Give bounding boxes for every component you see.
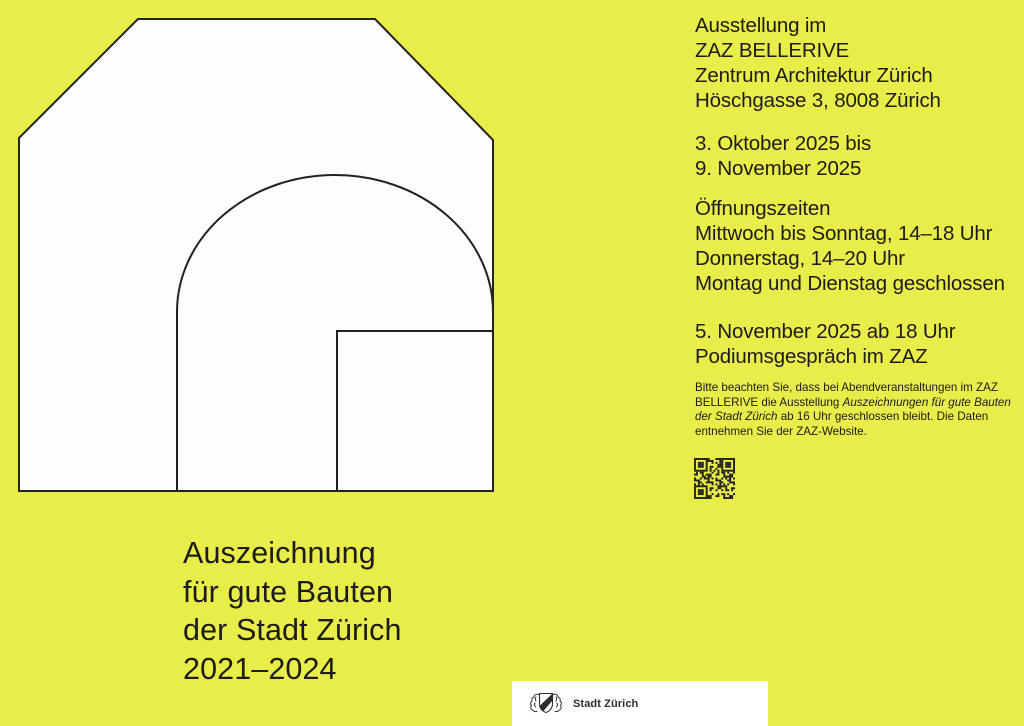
title-line: der Stadt Zürich	[183, 613, 402, 648]
title-line: Auszeichnung	[183, 536, 376, 570]
notice-text: ab 16 Uhr geschlossen bleibt. Die Daten entnehmen Sie der ZAZ-Website.	[695, 410, 989, 438]
opening-hours-block	[695, 196, 1019, 296]
hours-heading: Öffnungszeiten	[695, 197, 831, 220]
hours-line: Montag und Dienstag geschlossen	[695, 272, 1005, 295]
event-block	[695, 319, 1019, 369]
event-line: Podiumsgespräch im ZAZ	[695, 345, 928, 368]
dates-block	[695, 131, 1019, 181]
notice-italic-title: Auszeichnungen für gute Bauten der Stadt Zürich	[695, 395, 1011, 423]
house-graphic-icon	[0, 0, 512, 500]
venue-block	[695, 13, 1019, 113]
venue-line: Höschgasse 3, 8008 Zürich	[695, 89, 941, 112]
notice-text: Bitte beachten Sie, dass bei Abendveranstaltungen im ZAZ BELLERIVE die Ausstellung	[695, 381, 998, 409]
qr-code-icon	[694, 458, 735, 499]
title-line: für gute Bauten	[183, 574, 394, 609]
date-line: 3. Oktober 2025 bis	[695, 132, 872, 155]
venue-line: Ausstellung im	[695, 14, 827, 37]
house-outline	[19, 19, 493, 491]
stadt-zuerich-crest-icon	[528, 690, 564, 717]
venue-line: Zentrum Architektur Zürich	[695, 64, 933, 87]
date-line: 9. November 2025	[695, 157, 862, 180]
hours-line: Donnerstag, 14–20 Uhr	[695, 247, 905, 270]
footer-logo-label: Stadt Zürich	[573, 697, 639, 710]
poster-title	[183, 534, 402, 688]
event-line: 5. November 2025 ab 18 Uhr	[695, 320, 956, 343]
hours-line: Mittwoch bis Sonntag, 14–18 Uhr	[695, 222, 993, 245]
footer-logo-box	[512, 681, 768, 726]
venue-line: ZAZ BELLERIVE	[695, 39, 850, 62]
evening-notice	[695, 381, 1013, 439]
title-line: 2021–2024	[183, 651, 337, 686]
